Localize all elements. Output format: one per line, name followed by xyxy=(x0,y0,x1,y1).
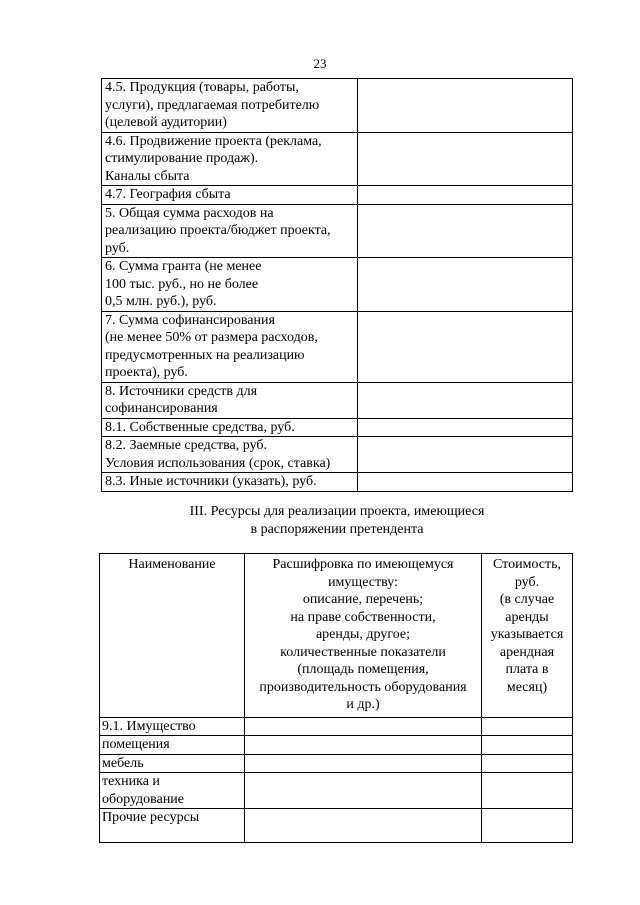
value-cell[interactable] xyxy=(357,437,572,473)
label-line: 0,5 млн. руб.), руб. xyxy=(105,294,217,309)
header-line: аренды xyxy=(505,609,549,625)
label-line: Каналы сбыта xyxy=(105,168,190,184)
label-line: 100 тыс. руб., но не более xyxy=(105,276,259,292)
row-label xyxy=(102,132,358,186)
value-cell[interactable] xyxy=(357,473,572,492)
label-line: 4.7. География сбыта xyxy=(105,187,231,202)
row-label xyxy=(102,418,358,437)
row-label xyxy=(100,773,245,809)
table-row xyxy=(102,132,573,186)
label-line: софинансирования xyxy=(105,401,218,416)
label-line: техника и xyxy=(102,774,160,789)
value-cell[interactable] xyxy=(357,79,572,133)
table-row xyxy=(100,717,573,736)
header-line: месяц) xyxy=(506,679,548,695)
table-row xyxy=(102,186,573,205)
cost-cell[interactable] xyxy=(482,809,573,843)
table-row xyxy=(100,809,573,843)
label-line: 8.1. Собственные средства, руб. xyxy=(105,419,295,435)
label-line: 5. Общая сумма расходов на xyxy=(105,205,274,221)
label-line: 8.3. Иные источники (указать), руб. xyxy=(105,474,317,489)
header-line: Наименование xyxy=(128,557,216,572)
header-description xyxy=(245,554,482,718)
table-row xyxy=(102,382,573,418)
header-line: производительность оборудования xyxy=(259,679,467,695)
row-label xyxy=(102,311,358,382)
row-label xyxy=(100,736,245,755)
label-line: предусмотренных на реализацию xyxy=(105,347,305,363)
row-label xyxy=(102,258,358,312)
value-cell[interactable] xyxy=(357,418,572,437)
header-name xyxy=(100,554,245,718)
description-cell[interactable] xyxy=(245,736,482,755)
label-line: помещения xyxy=(102,737,170,752)
label-line: руб. xyxy=(105,240,130,256)
page-number: 23 xyxy=(313,56,327,71)
label-line: 7. Сумма софинансирования xyxy=(105,312,275,328)
header-line: количественные показатели xyxy=(280,644,446,660)
value-cell[interactable] xyxy=(357,132,572,186)
row-label xyxy=(100,717,245,736)
section-title-line: в распоряжении претендента xyxy=(250,522,424,537)
header-line: (площадь помещения, xyxy=(297,662,429,677)
row-label xyxy=(102,473,358,492)
label-line: (целевой аудитории) xyxy=(105,115,227,130)
value-cell[interactable] xyxy=(357,311,572,382)
label-line: проекта), руб. xyxy=(105,365,188,380)
label-line: оборудование xyxy=(102,791,185,807)
label-line: Прочие ресурсы xyxy=(102,810,200,825)
description-cell[interactable] xyxy=(245,754,482,773)
header-line: и др.) xyxy=(346,697,380,712)
label-line: 8. Источники средств для xyxy=(105,383,258,399)
description-cell[interactable] xyxy=(245,809,482,843)
value-cell[interactable] xyxy=(357,382,572,418)
header-line: Стоимость, xyxy=(492,557,561,572)
label-line: реализацию проекта/бюджет проекта, xyxy=(105,223,331,238)
table-row xyxy=(100,736,573,755)
header-line: аренды, другое; xyxy=(315,627,411,642)
header-line: руб. xyxy=(514,574,540,590)
project-info-table xyxy=(101,78,573,492)
value-cell[interactable] xyxy=(357,204,572,258)
table-row xyxy=(102,79,573,133)
header-line: имуществу: xyxy=(328,574,398,590)
cost-cell[interactable] xyxy=(482,736,573,755)
header-line: плата в xyxy=(505,662,549,677)
table-row xyxy=(102,311,573,382)
table-row xyxy=(100,773,573,809)
value-cell[interactable] xyxy=(357,258,572,312)
table-header-row xyxy=(100,554,573,718)
label-line: 9.1. Имущество xyxy=(102,718,196,734)
row-label xyxy=(102,437,358,473)
row-label xyxy=(102,204,358,258)
section-title-line: III. Ресурсы для реализации проекта, имеющиеся xyxy=(189,504,485,519)
label-line: 4.6. Продвижение проекта (реклама, xyxy=(105,133,322,149)
description-cell[interactable] xyxy=(245,717,482,736)
description-cell[interactable] xyxy=(245,773,482,809)
label-line: 6. Сумма гранта (не менее xyxy=(105,259,262,274)
label-line: стимулирование продаж). xyxy=(105,151,259,166)
header-cost xyxy=(482,554,573,718)
header-line: арендная xyxy=(499,644,555,660)
header-line: указывается xyxy=(490,627,564,642)
row-label xyxy=(100,809,245,843)
row-label xyxy=(102,382,358,418)
resources-table xyxy=(99,553,573,843)
table-row xyxy=(102,258,573,312)
label-line: 4.5. Продукция (товары, работы, xyxy=(105,80,299,95)
table-row xyxy=(102,418,573,437)
header-line: (в случае xyxy=(499,592,555,607)
table-row xyxy=(102,473,573,492)
row-label xyxy=(100,754,245,773)
cost-cell[interactable] xyxy=(482,773,573,809)
cost-cell[interactable] xyxy=(482,717,573,736)
label-line: 8.2. Заемные средства, руб. xyxy=(105,438,268,453)
label-line: услуги), предлагаемая потребителю xyxy=(105,97,320,113)
label-line: Условия использования (срок, ставка) xyxy=(105,455,331,471)
cost-cell[interactable] xyxy=(482,754,573,773)
table-row xyxy=(102,204,573,258)
label-line: (не менее 50% от размера расходов, xyxy=(105,330,318,345)
table-row xyxy=(100,754,573,773)
label-line: мебель xyxy=(102,755,144,771)
header-line: на праве собственности, xyxy=(290,609,436,625)
row-label xyxy=(102,79,358,133)
header-line: описание, перечень; xyxy=(302,592,424,607)
value-cell[interactable] xyxy=(357,186,572,205)
section-title xyxy=(100,503,574,539)
table-row xyxy=(102,437,573,473)
row-label xyxy=(102,186,358,205)
header-line: Расшифровка по имеющемуся xyxy=(272,557,454,572)
